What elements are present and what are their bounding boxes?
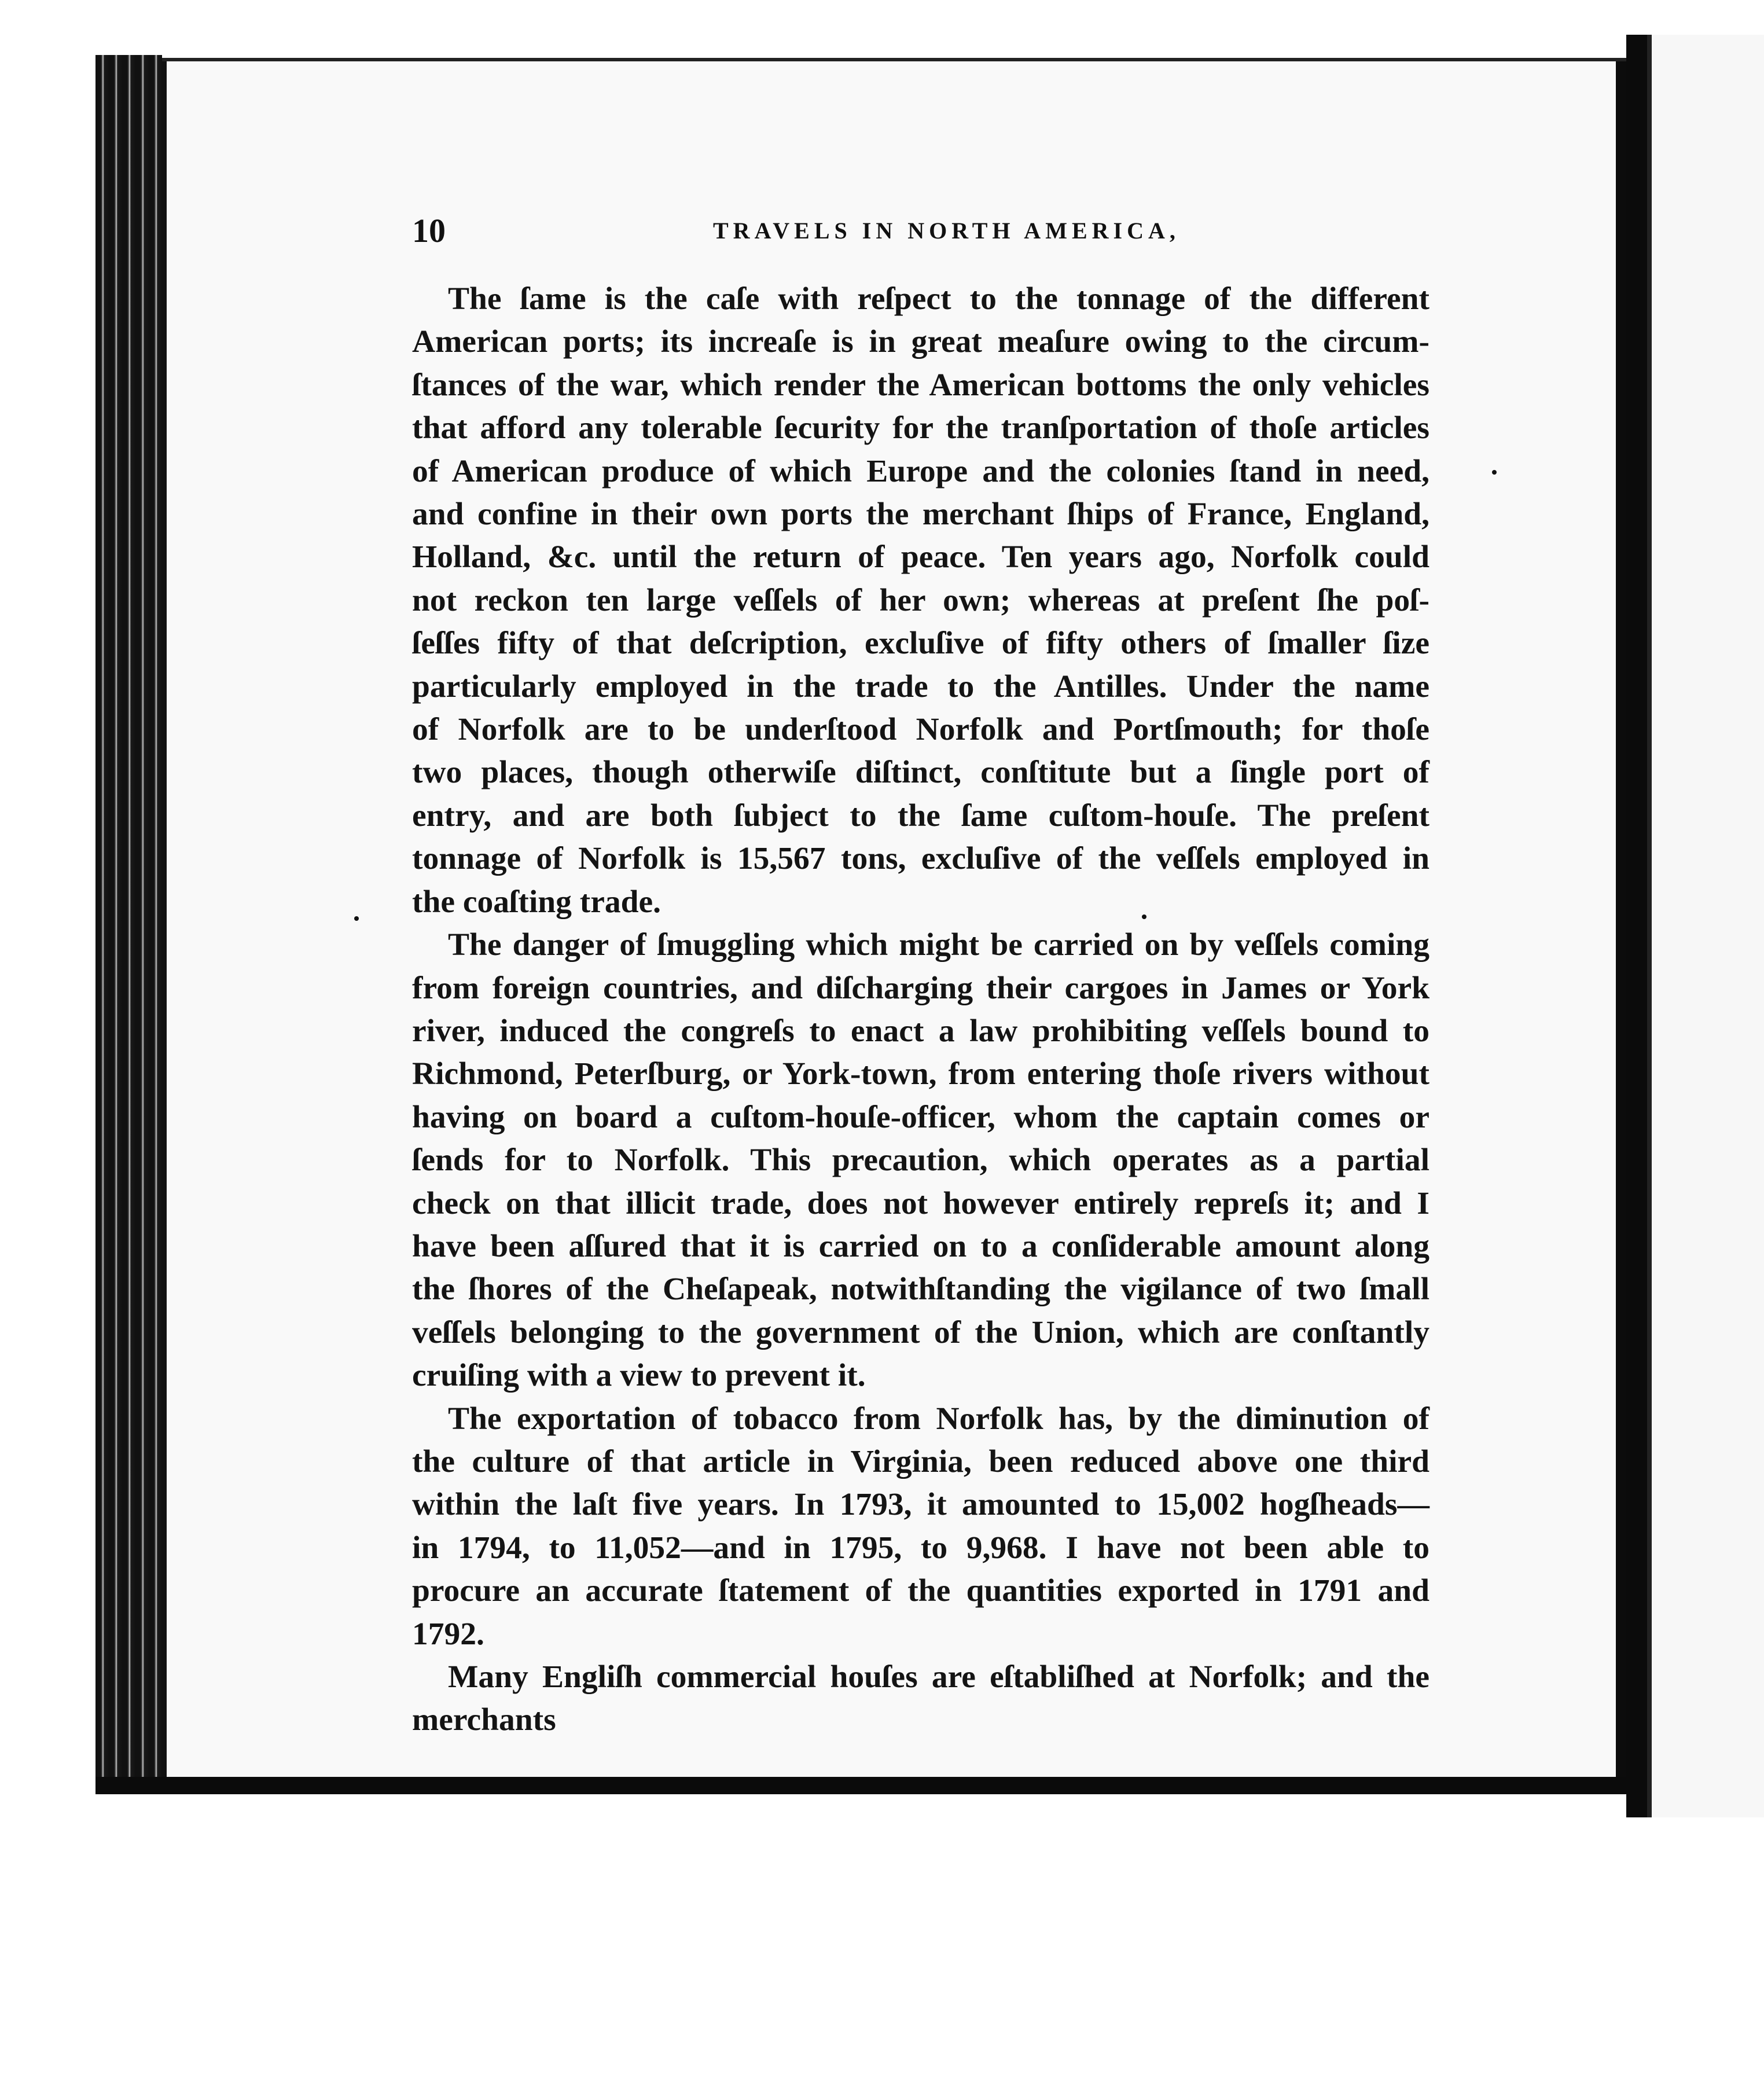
text-line: cruiſing with a view to prevent it. bbox=[412, 1358, 866, 1394]
text-line: of American produce of which Europe and the colonies ſtand in need, bbox=[412, 453, 1429, 489]
text-line: from foreign countries, and diſcharging their cargoes in James or York bbox=[412, 970, 1429, 1006]
text-line: The exportation of tobacco from Norfolk has, by the diminution of bbox=[448, 1401, 1429, 1437]
paragraph bbox=[412, 924, 1429, 1397]
ink-speck bbox=[354, 916, 359, 921]
text-line: river, induced the congreſs to enact a law prohibiting veſſels bound to bbox=[412, 1013, 1429, 1049]
text-line: Many Engliſh commercial houſes are eſtabliſhed at Norfolk; and the bbox=[448, 1659, 1429, 1695]
text-line: ſtances of the war, which render the American bottoms the only vehicles bbox=[412, 367, 1429, 403]
text-line: ſeſſes fifty of that deſcription, excluſive of fifty others of ſmaller ſize bbox=[412, 626, 1429, 662]
text-line: not reckon ten large veſſels of her own; whereas at preſent ſhe poſ- bbox=[412, 582, 1429, 618]
paragraph bbox=[412, 278, 1429, 924]
text-line: The danger of ſmuggling which might be carried on by veſſels coming bbox=[448, 927, 1429, 963]
page-bottom-edge bbox=[95, 1777, 1626, 1794]
body-text bbox=[412, 278, 1429, 1742]
text-line: that afford any tolerable ſecurity for the tranſportation of thoſe articles bbox=[412, 410, 1429, 446]
text-line: American ports; its increaſe is in great meaſure owing to the circum- bbox=[412, 324, 1429, 360]
text-line: within the laſt five years. In 1793, it amounted to 15,002 hogſheads— bbox=[412, 1487, 1429, 1523]
running-head: TRAVELS IN NORTH AMERICA, bbox=[713, 218, 1180, 244]
facing-page-edge bbox=[1647, 35, 1764, 1817]
page-number: 10 bbox=[412, 212, 446, 249]
catchword: merchants bbox=[412, 1702, 556, 1738]
gutter-shadow bbox=[1626, 35, 1647, 1817]
text-line: 1792. bbox=[412, 1616, 484, 1652]
text-line: Holland, &c. until the return of peace. Ten years ago, Norfolk could bbox=[412, 539, 1429, 575]
text-line: particularly employed in the trade to the Antilles. Under the name bbox=[412, 668, 1429, 704]
text-line: tonnage of Norfolk is 15,567 tons, excluſive of the veſſels employed in bbox=[412, 841, 1429, 877]
text-line: have been aſſured that it is carried on to a conſiderable amount along bbox=[412, 1228, 1429, 1264]
paragraph bbox=[412, 1398, 1429, 1656]
paragraph bbox=[412, 1656, 1429, 1699]
scan-border bbox=[0, 0, 95, 2079]
text-line: the coaſting trade. bbox=[412, 884, 662, 920]
text-line: Richmond, Peterſburg, or York-town, from entering thoſe rivers without bbox=[412, 1056, 1429, 1092]
text-line: having on board a cuſtom-houſe-officer, whom the captain comes or bbox=[412, 1099, 1429, 1135]
text-line: entry, and are both ſubject to the ſame cuſtom-houſe. The preſent bbox=[412, 798, 1429, 833]
text-line: the culture of that article in Virginia, been reduced above one third bbox=[412, 1443, 1429, 1479]
text-line: The ſame is the caſe with reſpect to the tonnage of the different bbox=[448, 281, 1429, 317]
text-line: two places, though otherwiſe diſtinct, conſtitute but a ſingle port of bbox=[412, 755, 1429, 791]
book-page-edges bbox=[95, 55, 162, 1791]
text-line: the ſhores of the Cheſapeak, notwithſtanding the vigilance of two ſmall bbox=[412, 1272, 1429, 1307]
text-line: of Norfolk are to be underſtood Norfolk and Portſmouth; for thoſe bbox=[412, 712, 1429, 748]
text-line: ſends for to Norfolk. This precaution, which operates as a partial bbox=[412, 1143, 1429, 1178]
text-line: procure an accurate ſtatement of the quantities exported in 1791 and bbox=[412, 1573, 1429, 1609]
ink-speck bbox=[1142, 914, 1146, 919]
ink-speck bbox=[1492, 470, 1497, 475]
text-line: veſſels belonging to the government of the Union, which are conſtantly bbox=[412, 1314, 1429, 1350]
page-header bbox=[412, 211, 1454, 258]
text-line: check on that illicit trade, does not however entirely repreſs it; and I bbox=[412, 1185, 1429, 1221]
text-line: and confine in their own ports the merchant ſhips of France, England, bbox=[412, 497, 1429, 532]
text-line: in 1794, to 11,052—and in 1795, to 9,968. I have not been able to bbox=[412, 1530, 1429, 1566]
